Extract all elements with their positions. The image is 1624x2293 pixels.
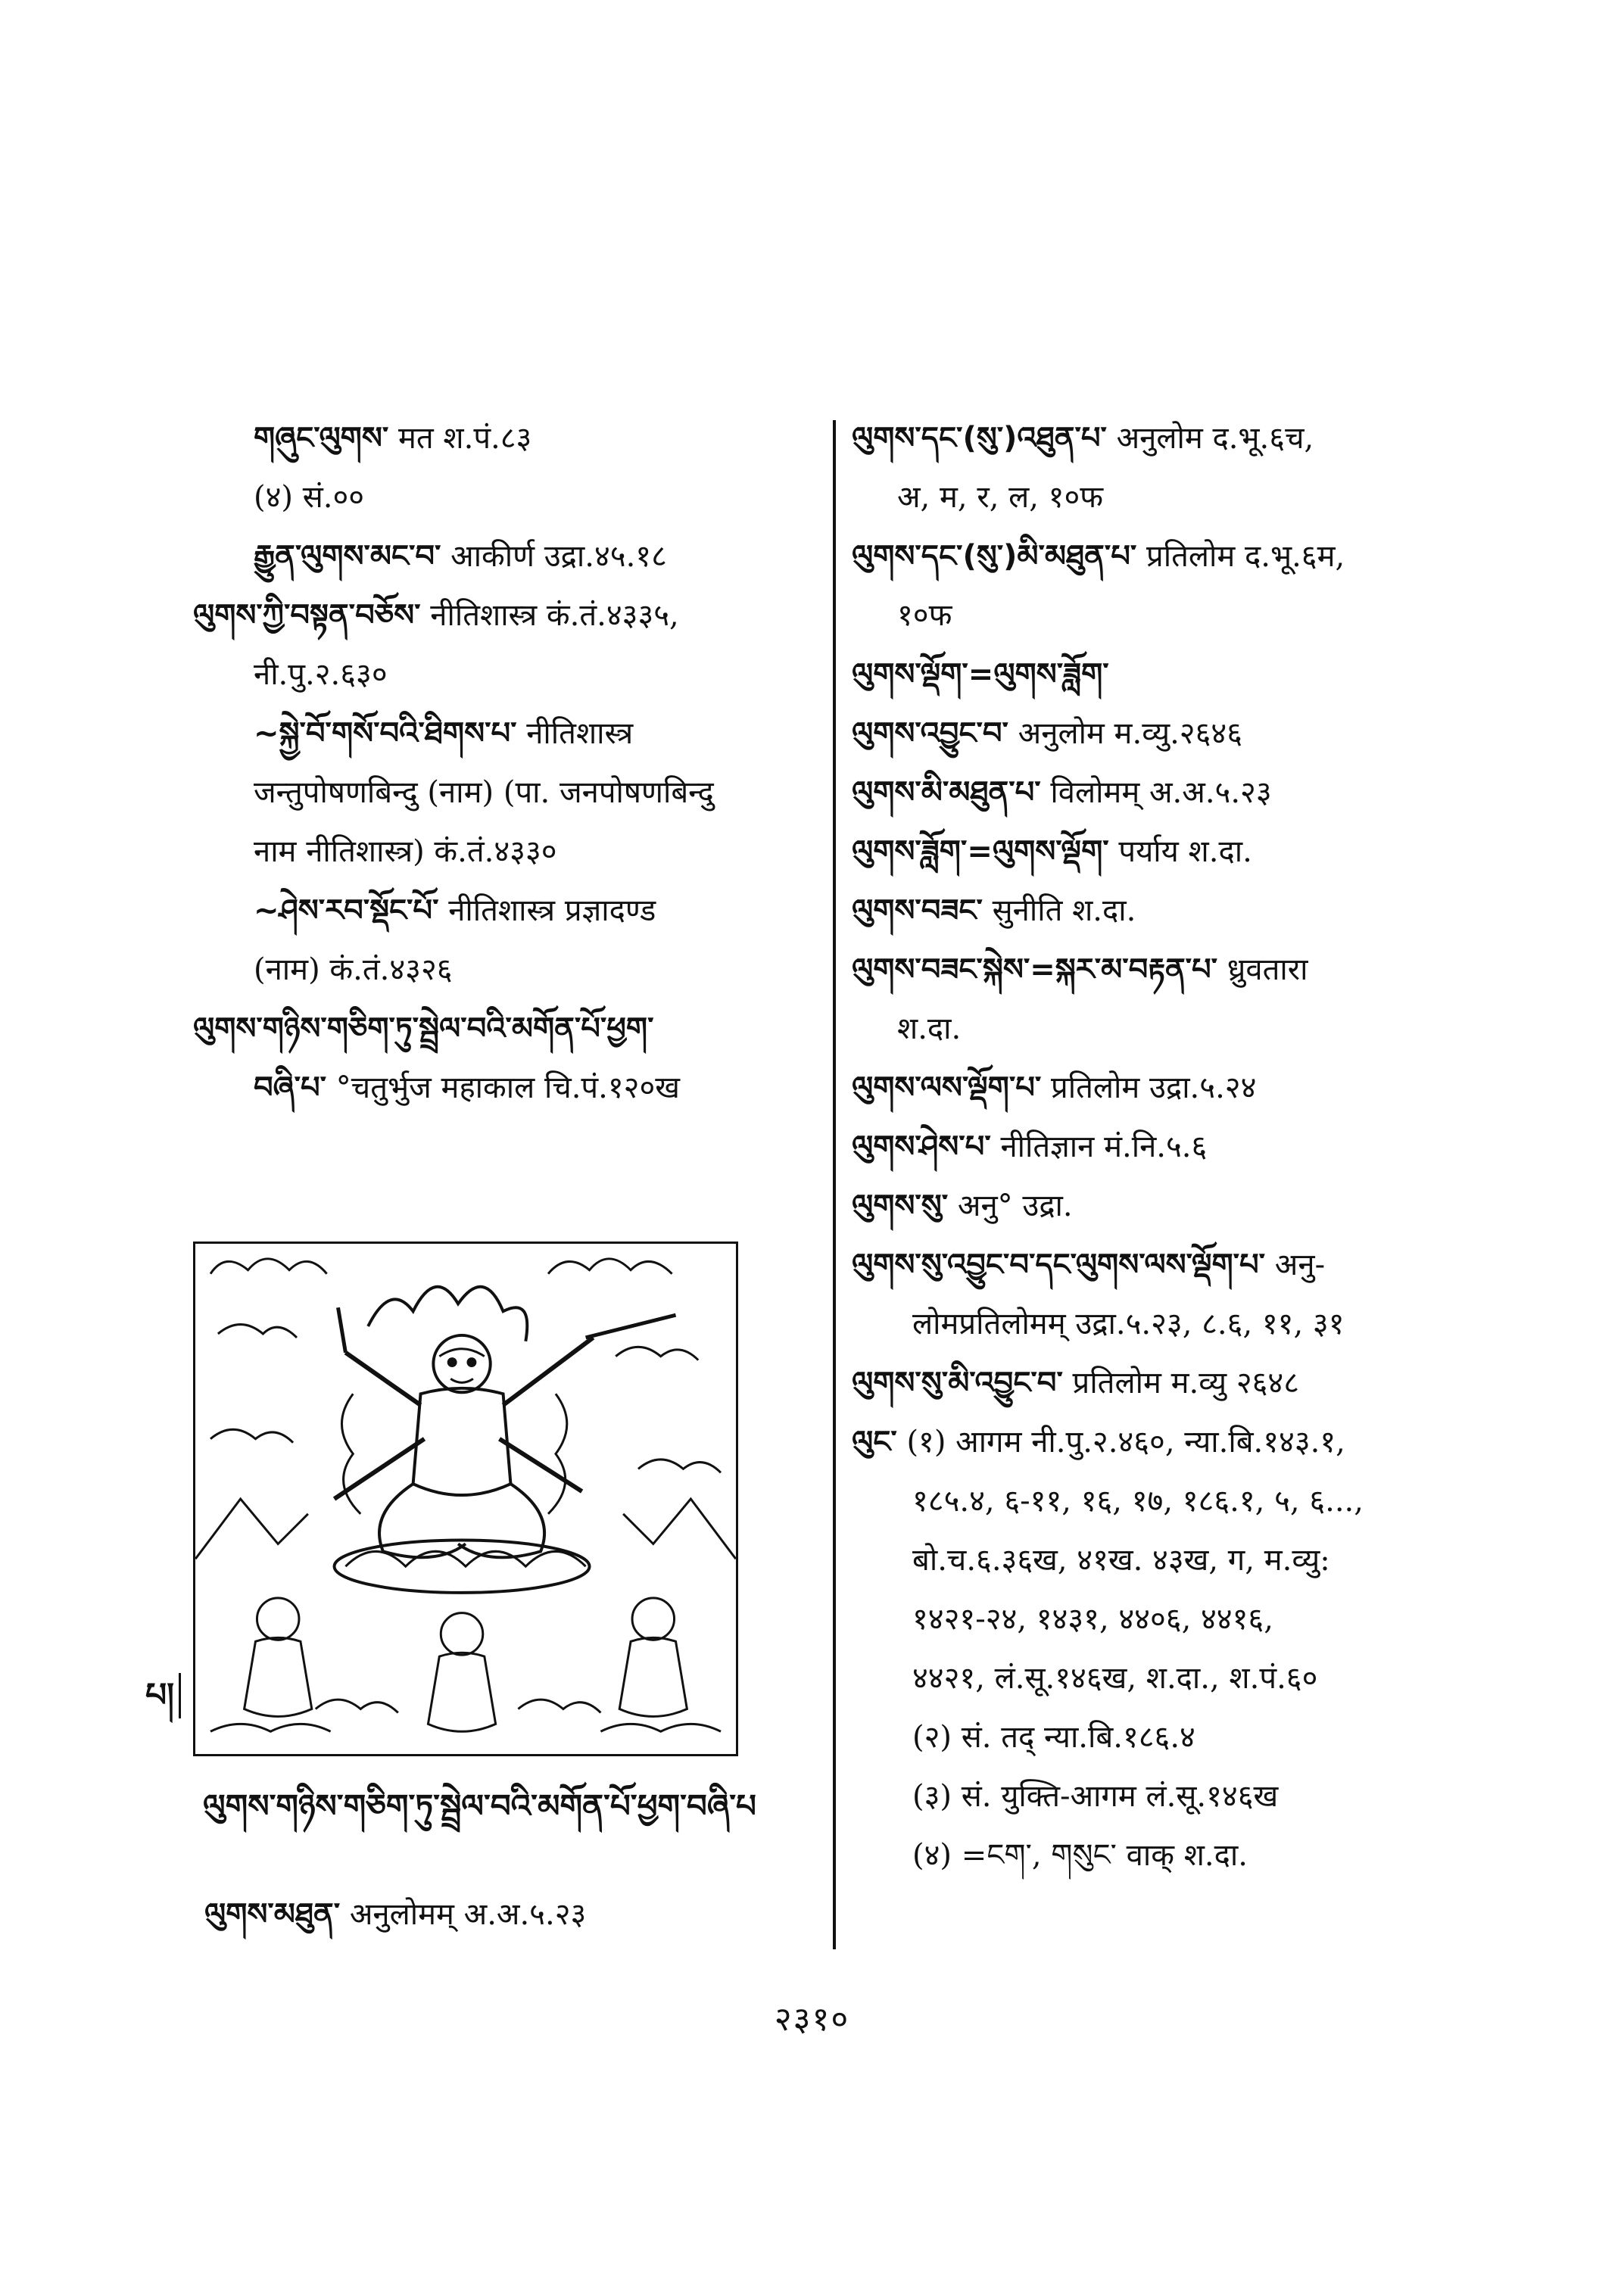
dictionary-entry <box>193 999 814 1058</box>
entry-tibetan: ལུགས་མི་མཐུན་པ་ <box>852 775 1041 810</box>
entry-tibetan: ལུགས་ཀྱི་བསྟན་བཅོས་ <box>193 598 421 633</box>
entry-text: अनुलोमम् अ.अ.५.२३ <box>340 1897 587 1932</box>
dictionary-entry <box>852 1294 1457 1354</box>
dictionary-entry <box>852 1767 1457 1826</box>
dictionary-entry <box>852 1826 1457 1885</box>
entry-tibetan: ལུགས་ལས་ལྡོག་པ་ <box>852 1070 1042 1105</box>
entry-tibetan: ལུགས་དང་(སུ་)འཐུན་པ་ <box>852 421 1107 456</box>
dictionary-entry <box>193 409 814 468</box>
entry-tibetan: བཞི་པ་ <box>254 1070 327 1105</box>
entry-text: (३) सं. युक्ति-आगम लं.सू.१४६ख <box>912 1779 1279 1814</box>
dictionary-entry <box>852 1058 1457 1117</box>
entry-tibetan: གཞུང་ལུགས་ <box>254 421 389 456</box>
entry-text: १८५.४, ६-११, १६, १७, १८६.१, ५, ६..., <box>912 1484 1364 1519</box>
dictionary-entry <box>852 1472 1457 1531</box>
entry-text: विलोमम् अ.अ.५.२३ <box>1040 775 1272 810</box>
dictionary-entry <box>852 822 1457 881</box>
dictionary-entry <box>852 645 1457 704</box>
entry-text: प्रतिलोम द.भू.६म, <box>1136 539 1345 574</box>
entry-after-figure <box>204 1885 586 1944</box>
entry-text: पर्याय श.दा. <box>1108 834 1252 869</box>
entry-text: बो.च.६.३६ख, ४१ख. ४३ख, ग, म.व्यु: <box>912 1543 1330 1578</box>
entry-tibetan: ལུགས་འབྱུང་བ་ <box>852 716 1008 751</box>
entry-tibetan: ~སྐྱེ་བོ་གསོ་བའི་ཐིགས་པ་ <box>254 716 517 751</box>
dictionary-entry <box>852 409 1457 468</box>
dictionary-entry <box>852 1176 1457 1235</box>
entry-text: प्रतिलोम उद्रा.५.२४ <box>1041 1070 1257 1105</box>
entry-tibetan: ལུང་ <box>852 1425 897 1460</box>
page-number: २३१० <box>774 2000 850 2039</box>
entry-tibetan: ལུགས་ཤེས་པ་ <box>852 1129 991 1164</box>
entry-text: अ, म, र, ल, १०फ <box>897 480 1104 515</box>
entry-text: लोमप्रतिलोमम् उद्रा.५.२३, ८.६, ११, ३१ <box>912 1307 1345 1341</box>
mahakala-illustration <box>193 1242 738 1756</box>
entry-text: आकीर्ण उद्रा.४५.१८ <box>441 539 667 574</box>
dictionary-entry <box>193 527 814 586</box>
entry-text: °चतुर्भुज महाकाल चि.पं.१२०ख <box>326 1070 680 1105</box>
entry-tibetan: ལུགས་སུ་ <box>852 1189 949 1223</box>
entry-text: नीतिज्ञान मं.नि.५.६ <box>990 1129 1208 1164</box>
entry-tibetan: ལུགས་གཉིས་གཅིག་ཏུ་སྦྲེལ་བའི་མགོན་པོ་ཕྱག་ <box>193 1011 654 1046</box>
dictionary-entry <box>193 468 814 527</box>
dictionary-entry <box>852 999 1457 1058</box>
entry-text: ध्रुवतारा <box>1217 952 1308 987</box>
entry-text: (२) सं. तद् न्या.बि.१८६.४ <box>912 1720 1195 1755</box>
entry-text: ४४२१, लं.सू.१४६ख, श.दा., श.पं.६० <box>912 1661 1318 1696</box>
right-column <box>852 409 1457 1885</box>
column-divider <box>833 420 836 1949</box>
dictionary-entry <box>193 822 814 881</box>
entry-tibetan: ལུགས་མཐུན་ <box>204 1897 341 1932</box>
dictionary-entry <box>852 881 1457 940</box>
entry-text: (४) सं.०० <box>254 480 365 515</box>
dictionary-entry <box>852 1590 1457 1649</box>
entry-text: अनु- <box>1265 1248 1326 1282</box>
entry-tibetan: ལུགས་ཟློག་=ལུགས་ལྡོག་ <box>852 834 1109 869</box>
dictionary-entry <box>852 940 1457 999</box>
dictionary-entry <box>852 704 1457 763</box>
entry-text: नीतिशास्त्र <box>516 716 634 751</box>
dictionary-entry <box>852 468 1457 527</box>
entry-text: अनुलोम द.भू.६च, <box>1106 421 1314 456</box>
entry-text: अनु° उद्रा. <box>948 1189 1073 1223</box>
dictionary-entry <box>852 1413 1457 1472</box>
dictionary-entry <box>852 1649 1457 1708</box>
entry-text: नीतिशास्त्र प्रज्ञादण्ड <box>438 893 656 928</box>
dictionary-entry <box>193 940 814 999</box>
entry-text: प्रतिलोम म.व्यु २६४८ <box>1062 1366 1300 1400</box>
entry-text: नी.पु.२.६३० <box>254 657 388 692</box>
dictionary-entry <box>852 763 1457 822</box>
entry-text: सुनीति श.दा. <box>982 893 1136 928</box>
dictionary-entry <box>193 704 814 763</box>
entry-text: (नाम) कं.तं.४३२६ <box>254 952 453 987</box>
dictionary-entry <box>193 763 814 822</box>
illustration-drawing <box>195 1244 736 1754</box>
left-column <box>193 409 814 1117</box>
entry-text: जन्तुपोषणबिन्दु (नाम) (पा. जनपोषणबिन्दु <box>254 775 714 810</box>
margin-marker: པ། <box>141 1673 181 1718</box>
dictionary-entry <box>852 1235 1457 1294</box>
entry-text: १४२१-२४, १४३१, ४४०६, ४४१६, <box>912 1602 1273 1637</box>
entry-tibetan: ལུགས་བཟང་སྐེས་=སྐར་མ་བརྟན་པ་ <box>852 952 1218 987</box>
illustration-caption: ལུགས་གཉིས་གཅིག་ཏུ་སྦྲེལ་བའི་མགོན་པོ་ཕྱག་བཞི་པ <box>203 1787 756 1824</box>
entry-text: १०फ <box>897 598 952 633</box>
entry-text: (४) =ངག་, གསུང་ वाक् श.दा. <box>912 1838 1248 1873</box>
dictionary-entry <box>193 645 814 704</box>
dictionary-entry <box>193 881 814 940</box>
dictionary-entry <box>852 527 1457 586</box>
entry-tibetan: ~ཤེས་རབ་སྡོང་པོ་ <box>254 893 439 928</box>
entry-text: नीतिशास्त्र कं.तं.४३३५, <box>420 598 679 633</box>
entry-text: मत श.पं.८३ <box>388 421 532 456</box>
dictionary-entry <box>852 1354 1457 1413</box>
entry-text: (१) आगम नी.पु.२.४६०, न्या.बि.१४३.१, <box>896 1425 1345 1460</box>
dictionary-entry <box>852 586 1457 645</box>
entry-text: अनुलोम म.व्यु.२६४६ <box>1008 716 1242 751</box>
dictionary-entry <box>852 1531 1457 1590</box>
entry-tibetan: རྒྱུན་ལུགས་མང་བ་ <box>254 539 441 574</box>
entry-tibetan: ལུགས་དང་(སུ་)མི་མཐུན་པ་ <box>852 539 1137 574</box>
entry-tibetan: ལུགས་ལྡོག་=ལུགས་ཟློག་ <box>852 657 1109 692</box>
entry-tibetan: ལུགས་སུ་འབྱུང་བ་དང་ལུགས་ལས་ལྡོག་པ་ <box>852 1248 1266 1282</box>
dictionary-entry <box>193 1058 814 1117</box>
dictionary-entry <box>852 1117 1457 1176</box>
entry-text: नाम नीतिशास्त्र) कं.तं.४३३० <box>254 834 557 869</box>
entry-tibetan: ལུགས་བཟང་ <box>852 893 983 928</box>
dictionary-entry <box>852 1708 1457 1767</box>
entry-text: श.दा. <box>897 1011 962 1046</box>
dictionary-entry <box>193 586 814 645</box>
entry-tibetan: ལུགས་སུ་མི་འབྱུང་བ་ <box>852 1366 1063 1400</box>
